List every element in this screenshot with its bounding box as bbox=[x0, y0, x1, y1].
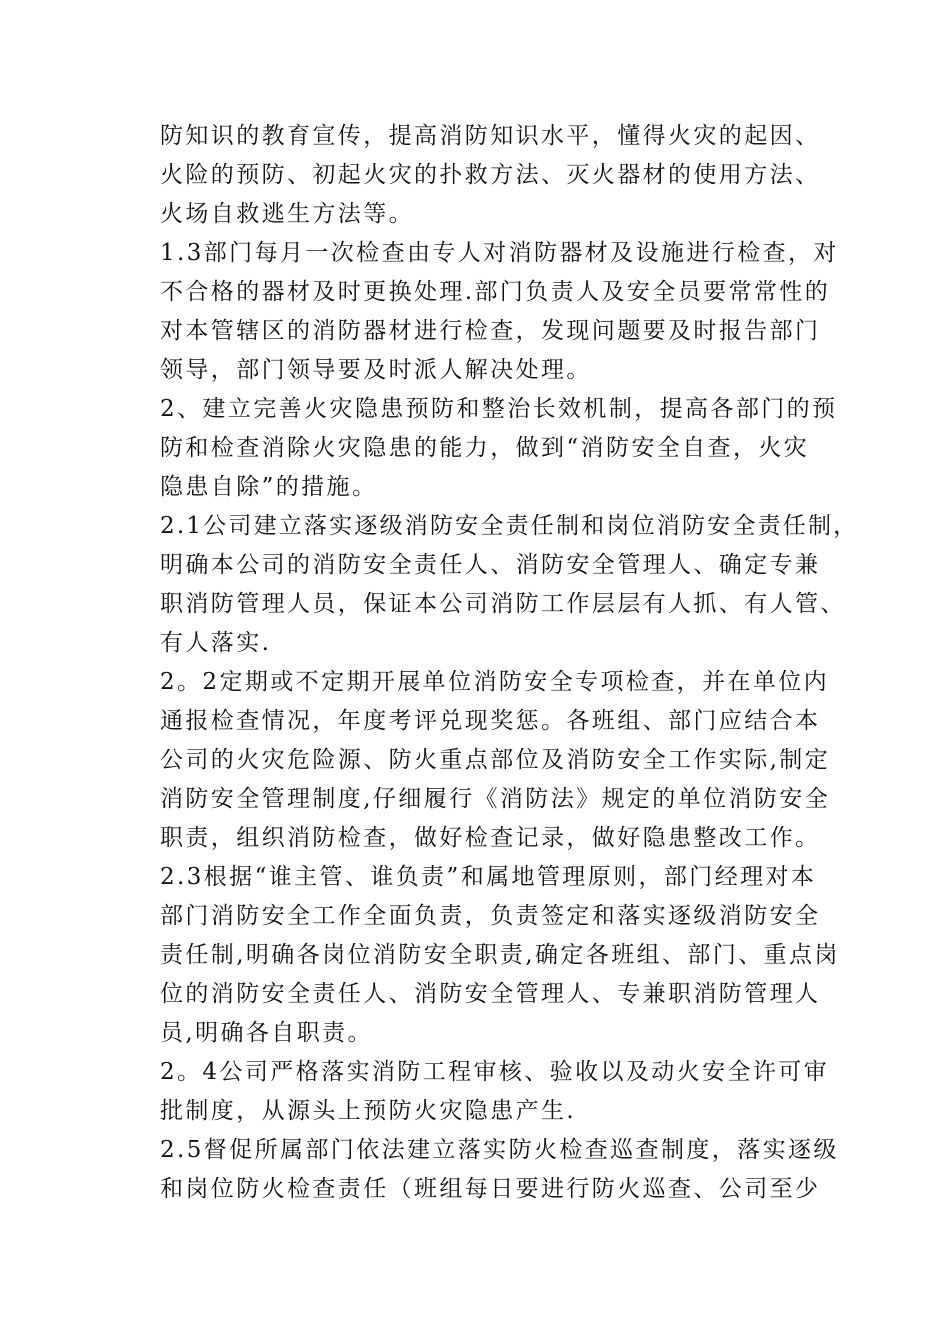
text-line: 防知识的教育宣传，提高消防知识水平，懂得火灾的起因、 bbox=[160, 123, 821, 149]
text-line: 通报检查情况，年度考评兑现奖惩。各班组、部门应结合本 bbox=[160, 708, 821, 734]
text-line: 责任制,明确各岗位消防安全职责,确定各班组、部门、重点岗 bbox=[160, 942, 840, 968]
text-line: 职责，组织消防检查，做好检查记录，做好隐患整改工作。 bbox=[160, 825, 821, 851]
text-line: 2.5督促所属部门依法建立落实防火检查巡查制度，落实逐级 bbox=[160, 1137, 839, 1163]
document-body bbox=[160, 117, 860, 1209]
text-line: 1.3部门每月一次检查由专人对消防器材及设施进行检查，对 bbox=[160, 240, 839, 266]
text-line: 隐患自除”的措施。 bbox=[160, 474, 378, 500]
text-line: 2。2定期或不定期开展单位消防安全专项检查，并在单位内 bbox=[160, 669, 830, 695]
text-line: 明确本公司的消防安全责任人、消防安全管理人、确定专兼 bbox=[160, 552, 821, 578]
text-line: 位的消防安全责任人、消防安全管理人、专兼职消防管理人 bbox=[160, 981, 821, 1007]
text-line: 消防安全管理制度,仔细履行《消防法》规定的单位消防安全 bbox=[160, 786, 831, 812]
text-line: 部门消防安全工作全面负责，负责签定和落实逐级消防安全 bbox=[160, 903, 821, 929]
text-line: 领导，部门领导要及时派人解决处理。 bbox=[160, 357, 592, 383]
text-line: 有人落实. bbox=[160, 630, 272, 656]
text-line: 不合格的器材及时更换处理.部门负责人及安全员要常常性的 bbox=[160, 279, 831, 305]
text-line: 公司的火灾危险源、防火重点部位及消防安全工作实际,制定 bbox=[160, 747, 831, 773]
text-line: 2。4公司严格落实消防工程审核、验收以及动火安全许可审 bbox=[160, 1059, 830, 1085]
text-line: 批制度，从源头上预防火灾隐患产生. bbox=[160, 1098, 577, 1124]
text-line: 防和检查消除火灾隐患的能力，做到“消防安全自查，火灾 bbox=[160, 435, 810, 461]
text-line: 火场自救逃生方法等。 bbox=[160, 201, 414, 227]
text-line: 2、建立完善火灾隐患预防和整治长效机制，提高各部门的预 bbox=[160, 396, 838, 422]
text-line: 火险的预防、初起火灾的扑救方法、灭火器材的使用方法、 bbox=[160, 162, 821, 188]
text-line: 对本管辖区的消防器材进行检查，发现问题要及时报告部门 bbox=[160, 318, 821, 344]
text-line: 和岗位防火检查责任（班组每日要进行防火巡查、公司至少 bbox=[160, 1176, 821, 1202]
text-line: 职消防管理人员，保证本公司消防工作层层有人抓、有人管、 bbox=[160, 591, 846, 617]
text-line: 员,明确各自职责。 bbox=[160, 1020, 373, 1046]
text-line: 2.3根据“谁主管、谁负责”和属地管理原则，部门经理对本 bbox=[160, 864, 817, 890]
text-line: 2.1公司建立落实逐级消防安全责任制和岗位消防安全责任制， bbox=[160, 513, 859, 539]
